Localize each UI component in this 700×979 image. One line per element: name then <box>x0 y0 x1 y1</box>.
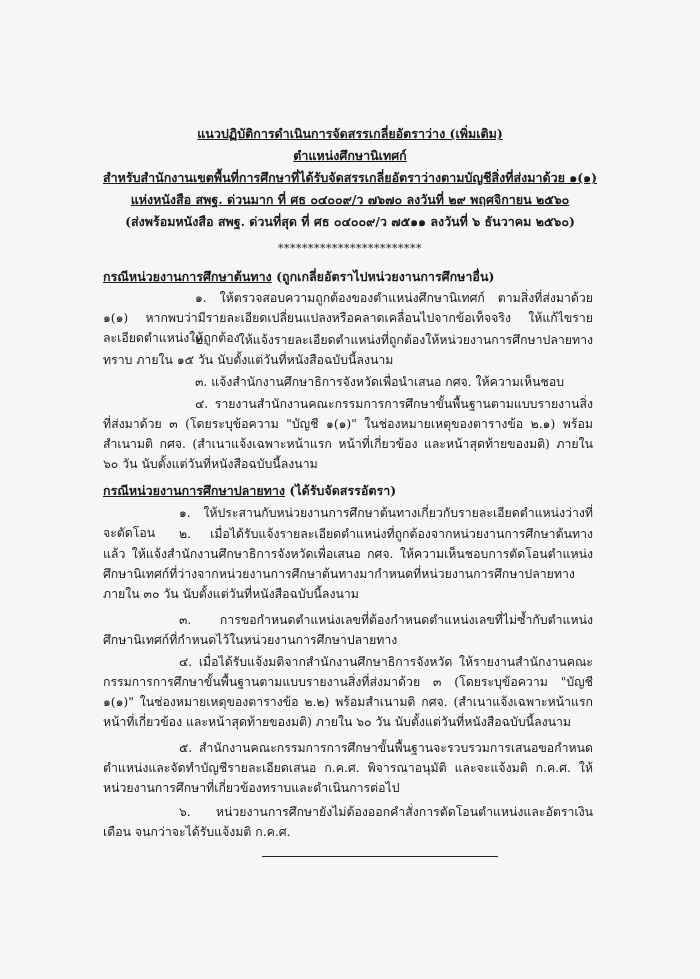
destination-item-1: ๑. ให้ประสานกับหน่วยงานการศึกษาต้นทางเกี่ยวกับรายละเอียดตำแหน่งว่างที่จะตัดโอน <box>103 506 593 540</box>
origin-item-2: ๒. ให้แจ้งรายละเอียดตำแหน่งที่ถูกต้องให้หน่วยงานการศึกษาปลายทางทราบ ภายใน ๑๕ วัน นับตั้งแต่วันที่หนังสือฉบับนี้ลงนาม <box>103 333 593 367</box>
origin-item-4: ๔. รายงานสำนักงานคณะกรรมการการศึกษาขั้นพื้นฐานตามแบบรายงานสิ่งที่ส่งมาด้วย ๓ (โดยระบุข้อความ "บัญชี ๑(๑)" ในช่องหมายเหตุของตารางข้อ ๒.๑) พร้อมสำเนามติ กศจ. (สำเนาแจ้งเฉพาะหน้าแรก หน้าที่เกี่ยวข้อง และหน้าสุดท้ายของมติ) ภายใน ๖๐ วัน นับตั้งแต่วันที่หนังสือฉบับนี้ลงนาม <box>103 397 593 471</box>
destination-item-2: ๒. เมื่อได้รับแจ้งรายละเอียดตำแหน่งที่ถูกต้องจากหน่วยงานการศึกษาต้นทางแล้ว ให้แจ้งสำนักงานศึกษาธิการจังหวัดเพื่อเสนอ กศจ. ให้ความเห็นชอบการตัดโอนตำแหน่งศึกษานิเทศก์ที่ว่างจากหน่วยงานการศึกษาต้นทางมากำหนดที่หน่วยงานการศึกษาปลายทาง ภายใน ๓๐ วัน นับตั้งแต่วันที่หนังสือฉบับนี้ลงนาม <box>103 527 593 601</box>
section-heading-destination <box>103 481 396 501</box>
destination-item-5: ๕. สำนักงานคณะกรรมการการศึกษาขั้นพื้นฐานจะรวบรวมการเสนอขอกำหนดตำแหน่งและจัดทำบัญชีรายละเอียดเสนอ ก.ค.ศ. พิจารณาอนุมัติ และจะแจ้งมติ ก.ค.ศ. ให้หน่วยงานการศึกษาที่เกี่ยวข้องทราบและดำเนินการต่อไป <box>103 741 593 795</box>
doc-title: แนวปฏิบัติการดำเนินการจัดสรรเกลี่ยอัตราว่าง (เพิ่มเติม) <box>197 126 503 141</box>
doc-sent-with-note: (ส่งพร้อมหนังสือ สพฐ. ด่วนที่สุด ที่ ศธ ๐๔๐๐๙/ว ๗๕๑๑ ลงวันที่ ๖ ธันวาคม ๒๕๖๐) <box>125 214 575 229</box>
section-heading-destination-note: (ได้รับจัดสรรอัตรา) <box>285 483 397 498</box>
section-heading-origin-label: กรณีหน่วยงานการศึกษาต้นทาง <box>103 269 272 284</box>
doc-subtitle-scope: สำหรับสำนักงานเขตพื้นที่การศึกษาที่ได้รับจัดสรรเกลี่ยอัตราว่างตามบัญชีสิ่งที่ส่งมาด้วย ๑(๑) <box>102 170 598 185</box>
destination-item-4: ๔. เมื่อได้รับแจ้งมติจากสำนักงานศึกษาธิการจังหวัด ให้รายงานสำนักงานคณะกรรมการการศึกษาขั้นพื้นฐานตามแบบรายงานสิ่งที่ส่งมาด้วย ๓ (โดยระบุข้อความ "บัญชี ๑(๑)" ในช่องหมายเหตุของตารางข้อ ๒.๒) พร้อมสำเนามติ กศจ. (สำเนาแจ้งเฉพาะหน้าแรก หน้าที่เกี่ยวข้อง และหน้าสุดท้ายของมติ) ภายใน ๖๐ วัน นับตั้งแต่วันที่หนังสือฉบับนี้ลงนาม <box>103 655 593 729</box>
section-heading-origin <box>103 267 494 287</box>
section-heading-destination-label: กรณีหน่วยงานการศึกษาปลายทาง <box>103 483 286 498</box>
separator-stars: ************************ <box>278 242 422 255</box>
closing-rule <box>262 856 498 857</box>
destination-item-6: ๖. หน่วยงานการศึกษายังไม่ต้องออกคำสั่งการตัดโอนตำแหน่งและอัตราเงินเดือน จนกว่าจะได้รับแจ้งมติ ก.ค.ศ. <box>103 805 593 839</box>
doc-reference-letter: แห่งหนังสือ สพฐ. ด่วนมาก ที่ ศธ ๐๔๐๐๙/ว ๗๖๗๐ ลงวันที่ ๒๙ พฤศจิกายน ๒๕๖๐ <box>130 192 570 207</box>
section-heading-origin-note: (ถูกเกลี่ยอัตราไปหน่วยงานการศึกษาอื่น) <box>271 269 495 284</box>
doc-subtitle-position: ตำแหน่งศึกษานิเทศก์ <box>293 148 407 163</box>
destination-item-3: ๓. การขอกำหนดตำแหน่งเลขที่ต้องกำหนดตำแหน่งเลขที่ไม่ซ้ำกับตำแหน่งศึกษานิเทศก์ที่กำหนดไว้ในหน่วยงานการศึกษาปลายทาง <box>103 613 593 647</box>
origin-item-3: ๓. แจ้งสำนักงานศึกษาธิการจังหวัดเพื่อนำเสนอ กศจ. ให้ความเห็นชอบ <box>195 375 565 389</box>
origin-item-1: ๑. ให้ตรวจสอบความถูกต้องของตำแหน่งศึกษานิเทศก์ ตามสิ่งที่ส่งมาด้วย ๑(๑) หากพบว่ามีรายละเอียดเปลี่ยนแปลงหรือคลาดเคลื่อนไปจากข้อเท็จจริง ให้แก้ไขรายละเอียดตำแหน่งให้ถูกต้อง <box>103 291 593 345</box>
